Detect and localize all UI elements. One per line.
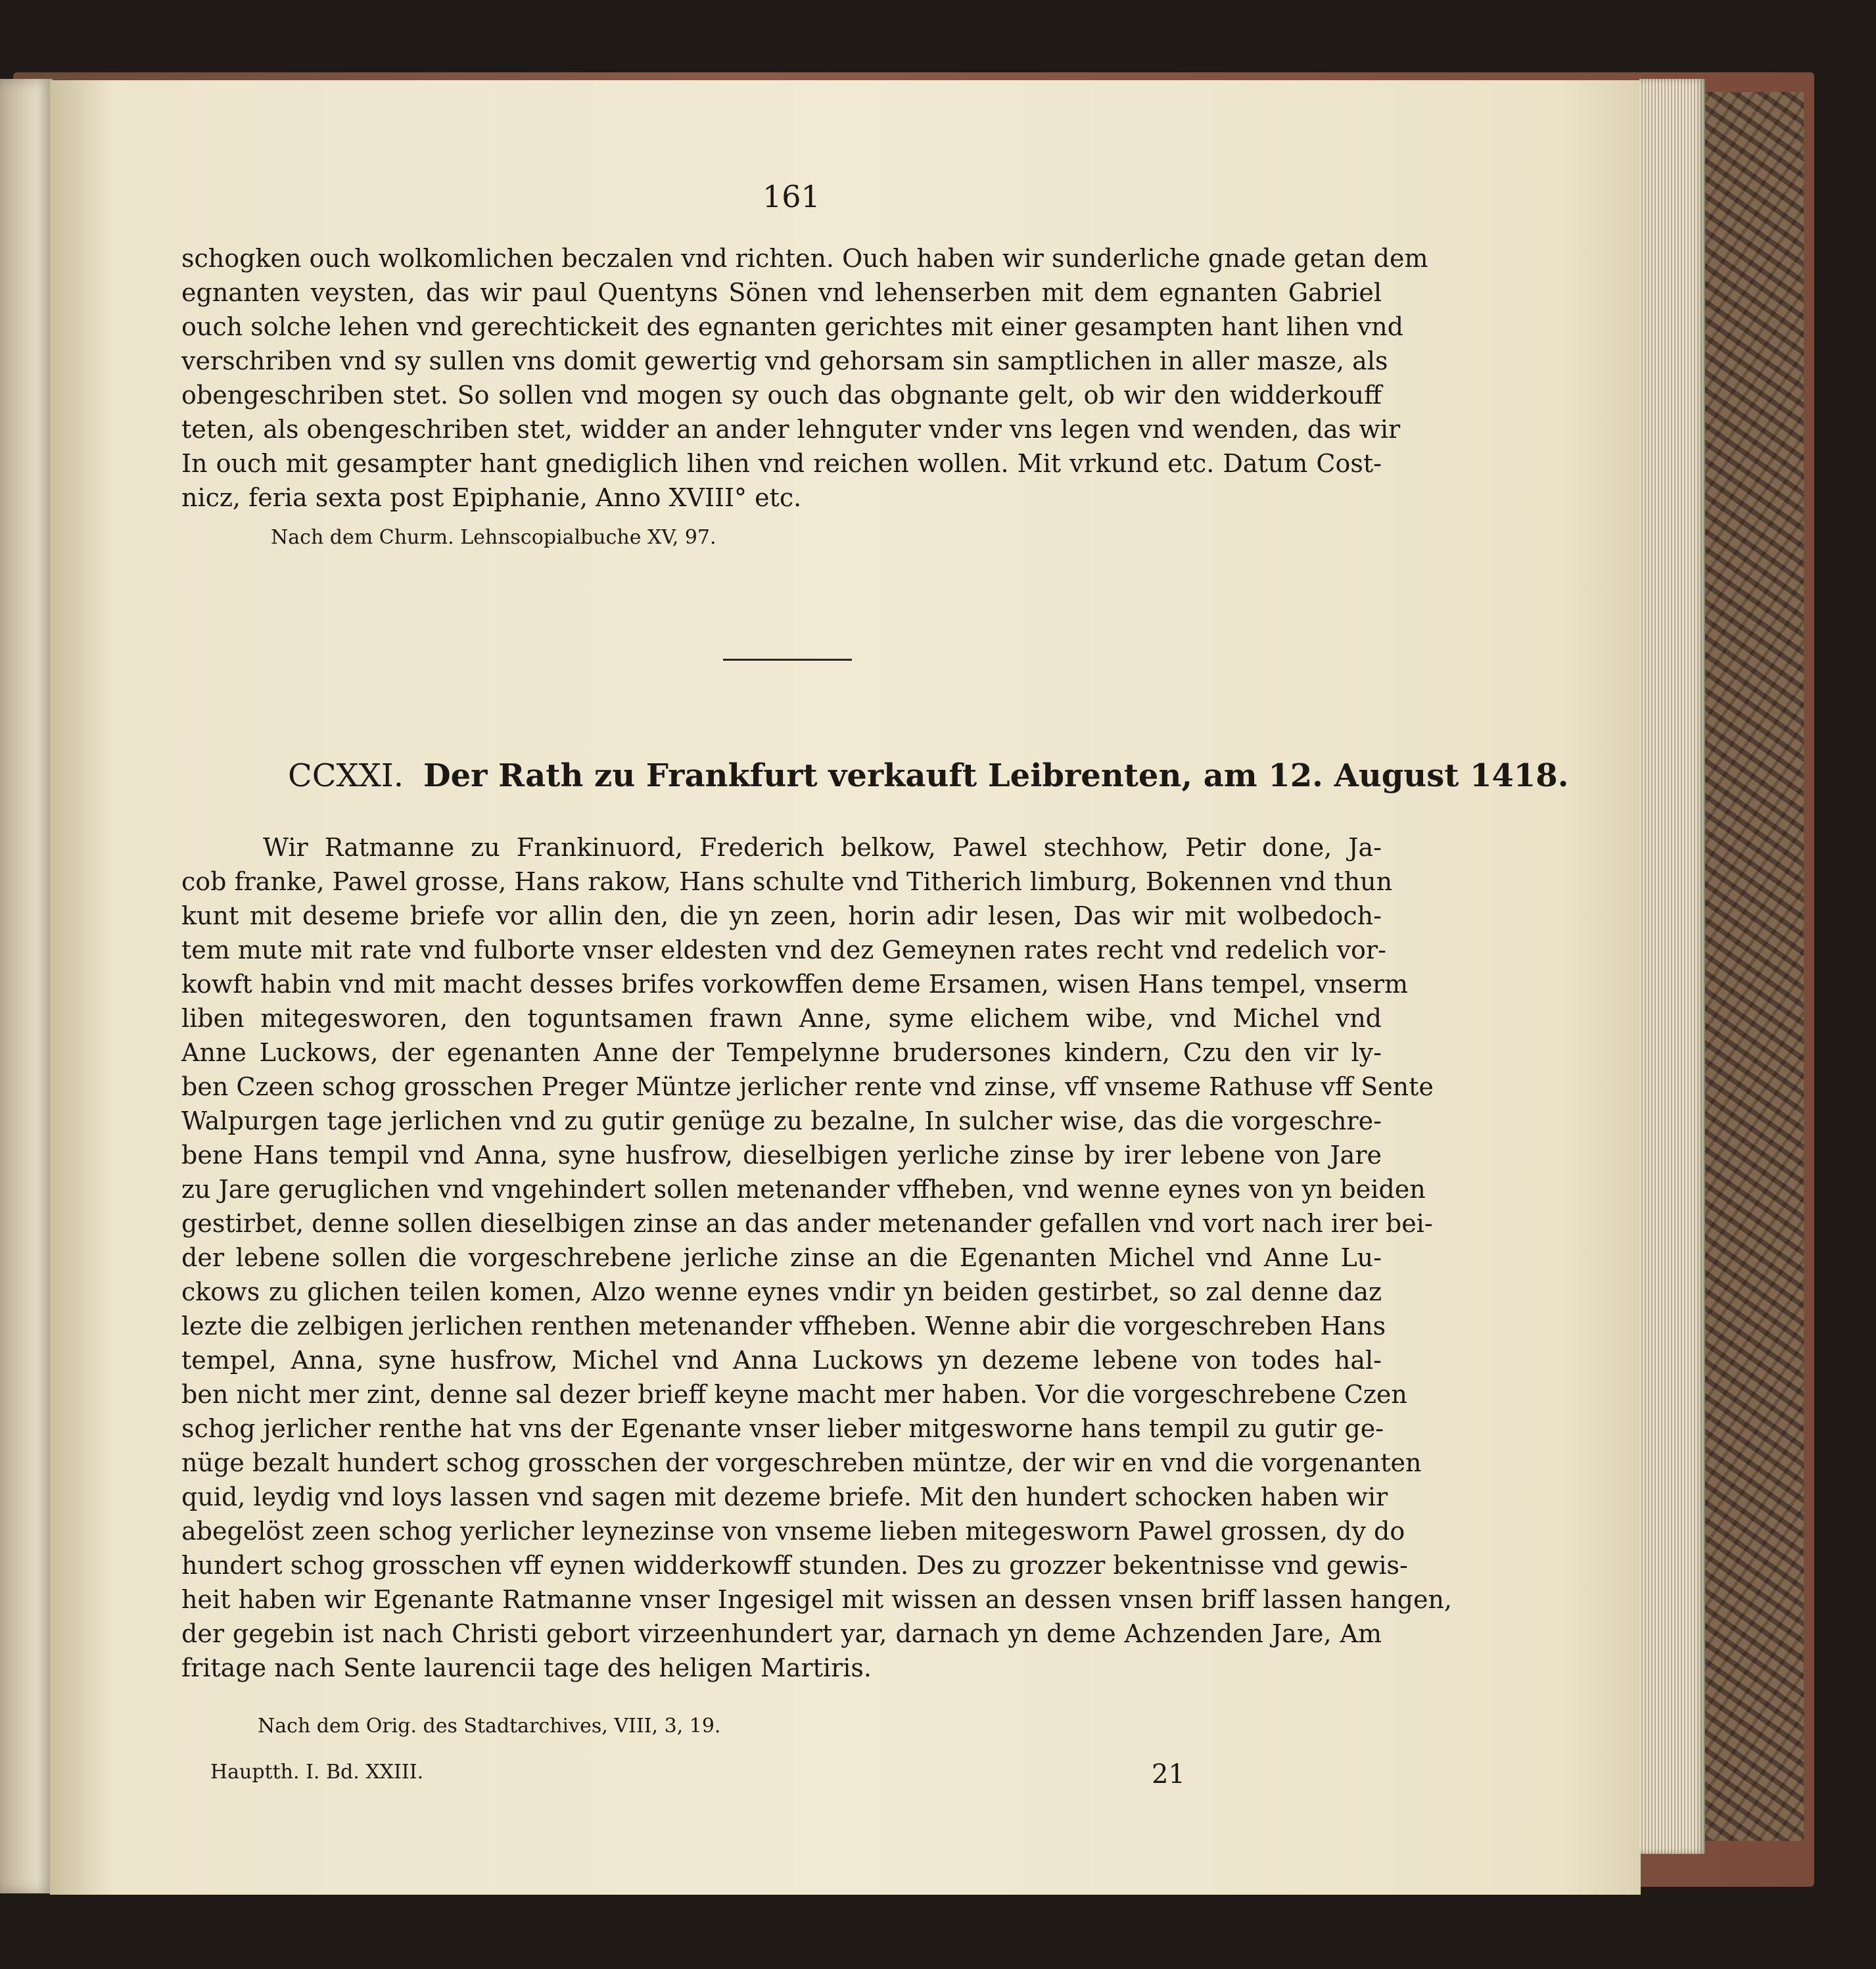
text-line: kunt mit deseme briefe vor allin den, die yn zeen, horin adir lesen, Das wir mit wolbedoch-: [181, 901, 1382, 930]
page-number: 161: [762, 179, 820, 214]
text-line: hundert schog grosschen vff eynen widderkowff stunden. Des zu grozzer bekentnisse vnd gewis-: [181, 1551, 1408, 1580]
text-line: tempel, Anna, syne husfrow, Michel vnd Anna Luckows yn dezeme lebene von todes hal-: [181, 1346, 1382, 1375]
text-line: ben nicht mer zint, denne sal dezer brieff keyne macht mer haben. Vor die vorgeschrebene Czen: [181, 1380, 1407, 1409]
text-line: der gegebin ist nach Christi gebort virzeenhundert yar, darnach yn deme Achzenden Jare, Am: [181, 1619, 1382, 1648]
text-line: verschriben vnd sy sullen vns domit gewertig vnd gehorsam sin samptlichen in aller masze, als: [181, 346, 1388, 375]
text-line: ouch solche lehen vnd gerechtickeit des egnanten gerichtes mit einer gesampten hant lihen vnd: [181, 312, 1403, 341]
text-line: tem mute mit rate vnd fulborte vnser eldesten vnd dez Gemeynen rates recht vnd redelich vor-: [181, 936, 1386, 964]
text-line: ckows zu glichen teilen komen, Alzo wenne eynes vndir yn beiden gestirbet, so zal denne daz: [181, 1277, 1382, 1306]
text-line: ben Czeen schog grosschen Preger Müntze jerlicher rente vnd zinse, vff vnseme Rathuse vff Sente: [181, 1072, 1434, 1101]
text-line: cob franke, Pawel grosse, Hans rakow, Hans schulte vnd Titherich limburg, Bokennen vnd thun: [181, 867, 1393, 896]
text-line: lezte die zelbigen jerlichen renthen metenander vffheben. Wenne abir die vorgeschreben Hans: [181, 1312, 1386, 1340]
document-heading: [288, 757, 1568, 794]
document-title: Der Rath zu Frankfurt verkauft Leibrenten, am 12. August 1418.: [423, 757, 1569, 794]
text-line: In ouch mit gesampter hant gnediglich lihen vnd reichen wollen. Mit vrkund etc. Datum Cost-: [181, 449, 1382, 478]
text-line: gestirbet, denne sollen dieselbigen zinse an das ander metenander gefallen vnd vort nach irer bei-: [181, 1209, 1433, 1238]
text-line: quid, leydig vnd loys lassen vnd sagen mit dezeme briefe. Mit den hundert schocken haben wir: [181, 1483, 1388, 1511]
text-line: nicz, feria sexta post Epiphanie, Anno XVIII° etc.: [181, 483, 802, 512]
text-line: fritage nach Sente laurencii tage des heligen Martiris.: [181, 1653, 872, 1682]
footer-number: 21: [1152, 1759, 1185, 1790]
text-line: nüge bezalt hundert schog grosschen der vorgeschreben müntze, der wir en vnd die vorgenanten: [181, 1448, 1422, 1477]
text-line: obengeschriben stet. So sollen vnd mogen sy ouch das obgnante gelt, ob wir den widderkouff: [181, 381, 1382, 410]
text-line: zu Jare geruglichen vnd vngehindert sollen metenander vffheben, vnd wenne eynes von yn beiden: [181, 1175, 1426, 1204]
text-line: teten, als obengeschriben stet, widder an ander lehnguter vnder vns legen vnd wenden, das wir: [181, 415, 1401, 444]
text-line: schogken ouch wolkomlichen beczalen vnd richten. Ouch haben wir sunderliche gnade getan dem: [181, 244, 1428, 273]
text-line: kowft habin vnd mit macht desses brifes vorkowffen deme Ersamen, wisen Hans tempel, vnserm: [181, 970, 1409, 999]
text-line: abegelöst zeen schog yerlicher leynezinse von vnseme lieben mitegesworn Pawel grossen, dy do: [181, 1517, 1405, 1546]
text-line: heit haben wir Egenante Ratmanne vnser Ingesigel mit wissen an dessen vnsen briff lassen hangen,: [181, 1585, 1453, 1614]
text-line: egnanten veysten, das wir paul Quentyns Sönen vnd lehenserben mit dem egnanten Gabriel: [181, 278, 1382, 307]
text-line: Wir Ratmanne zu Frankinuord, Frederich belkow, Pawel stechhow, Petir done, Ja-: [263, 833, 1382, 862]
text-line: schog jerlicher renthe hat vns der Egenante vnser lieber mitgesworne hans tempil zu gutir ge-: [181, 1414, 1384, 1443]
source-citation: Nach dem Orig. des Stadtarchives, VIII, 3, 19.: [258, 1715, 721, 1738]
source-citation: Nach dem Churm. Lehnscopialbuche XV, 97.: [271, 526, 716, 549]
footer-signature: Hauptth. I. Bd. XXIII.: [210, 1761, 424, 1784]
text-line: Walpurgen tage jerlichen vnd zu gutir genüge zu bezalne, In sulcher wise, das die vorgeschre-: [181, 1106, 1382, 1135]
text-line: der lebene sollen die vorgeschrebene jerliche zinse an die Egenanten Michel vnd Anne Lu-: [181, 1243, 1382, 1272]
section-divider: [723, 659, 852, 661]
text-line: bene Hans tempil vnd Anna, syne husfrow, dieselbigen yerliche zinse by irer lebene von Jare: [181, 1141, 1382, 1170]
text-line: liben mitegesworen, den toguntsamen frawn Anne, syme elichem wibe, vnd Michel vnd: [181, 1004, 1382, 1033]
text-line: Anne Luckows, der egenanten Anne der Tempelynne brudersones kindern, Czu den vir ly-: [181, 1038, 1382, 1067]
document-numeral: CCXXI.: [288, 757, 404, 794]
